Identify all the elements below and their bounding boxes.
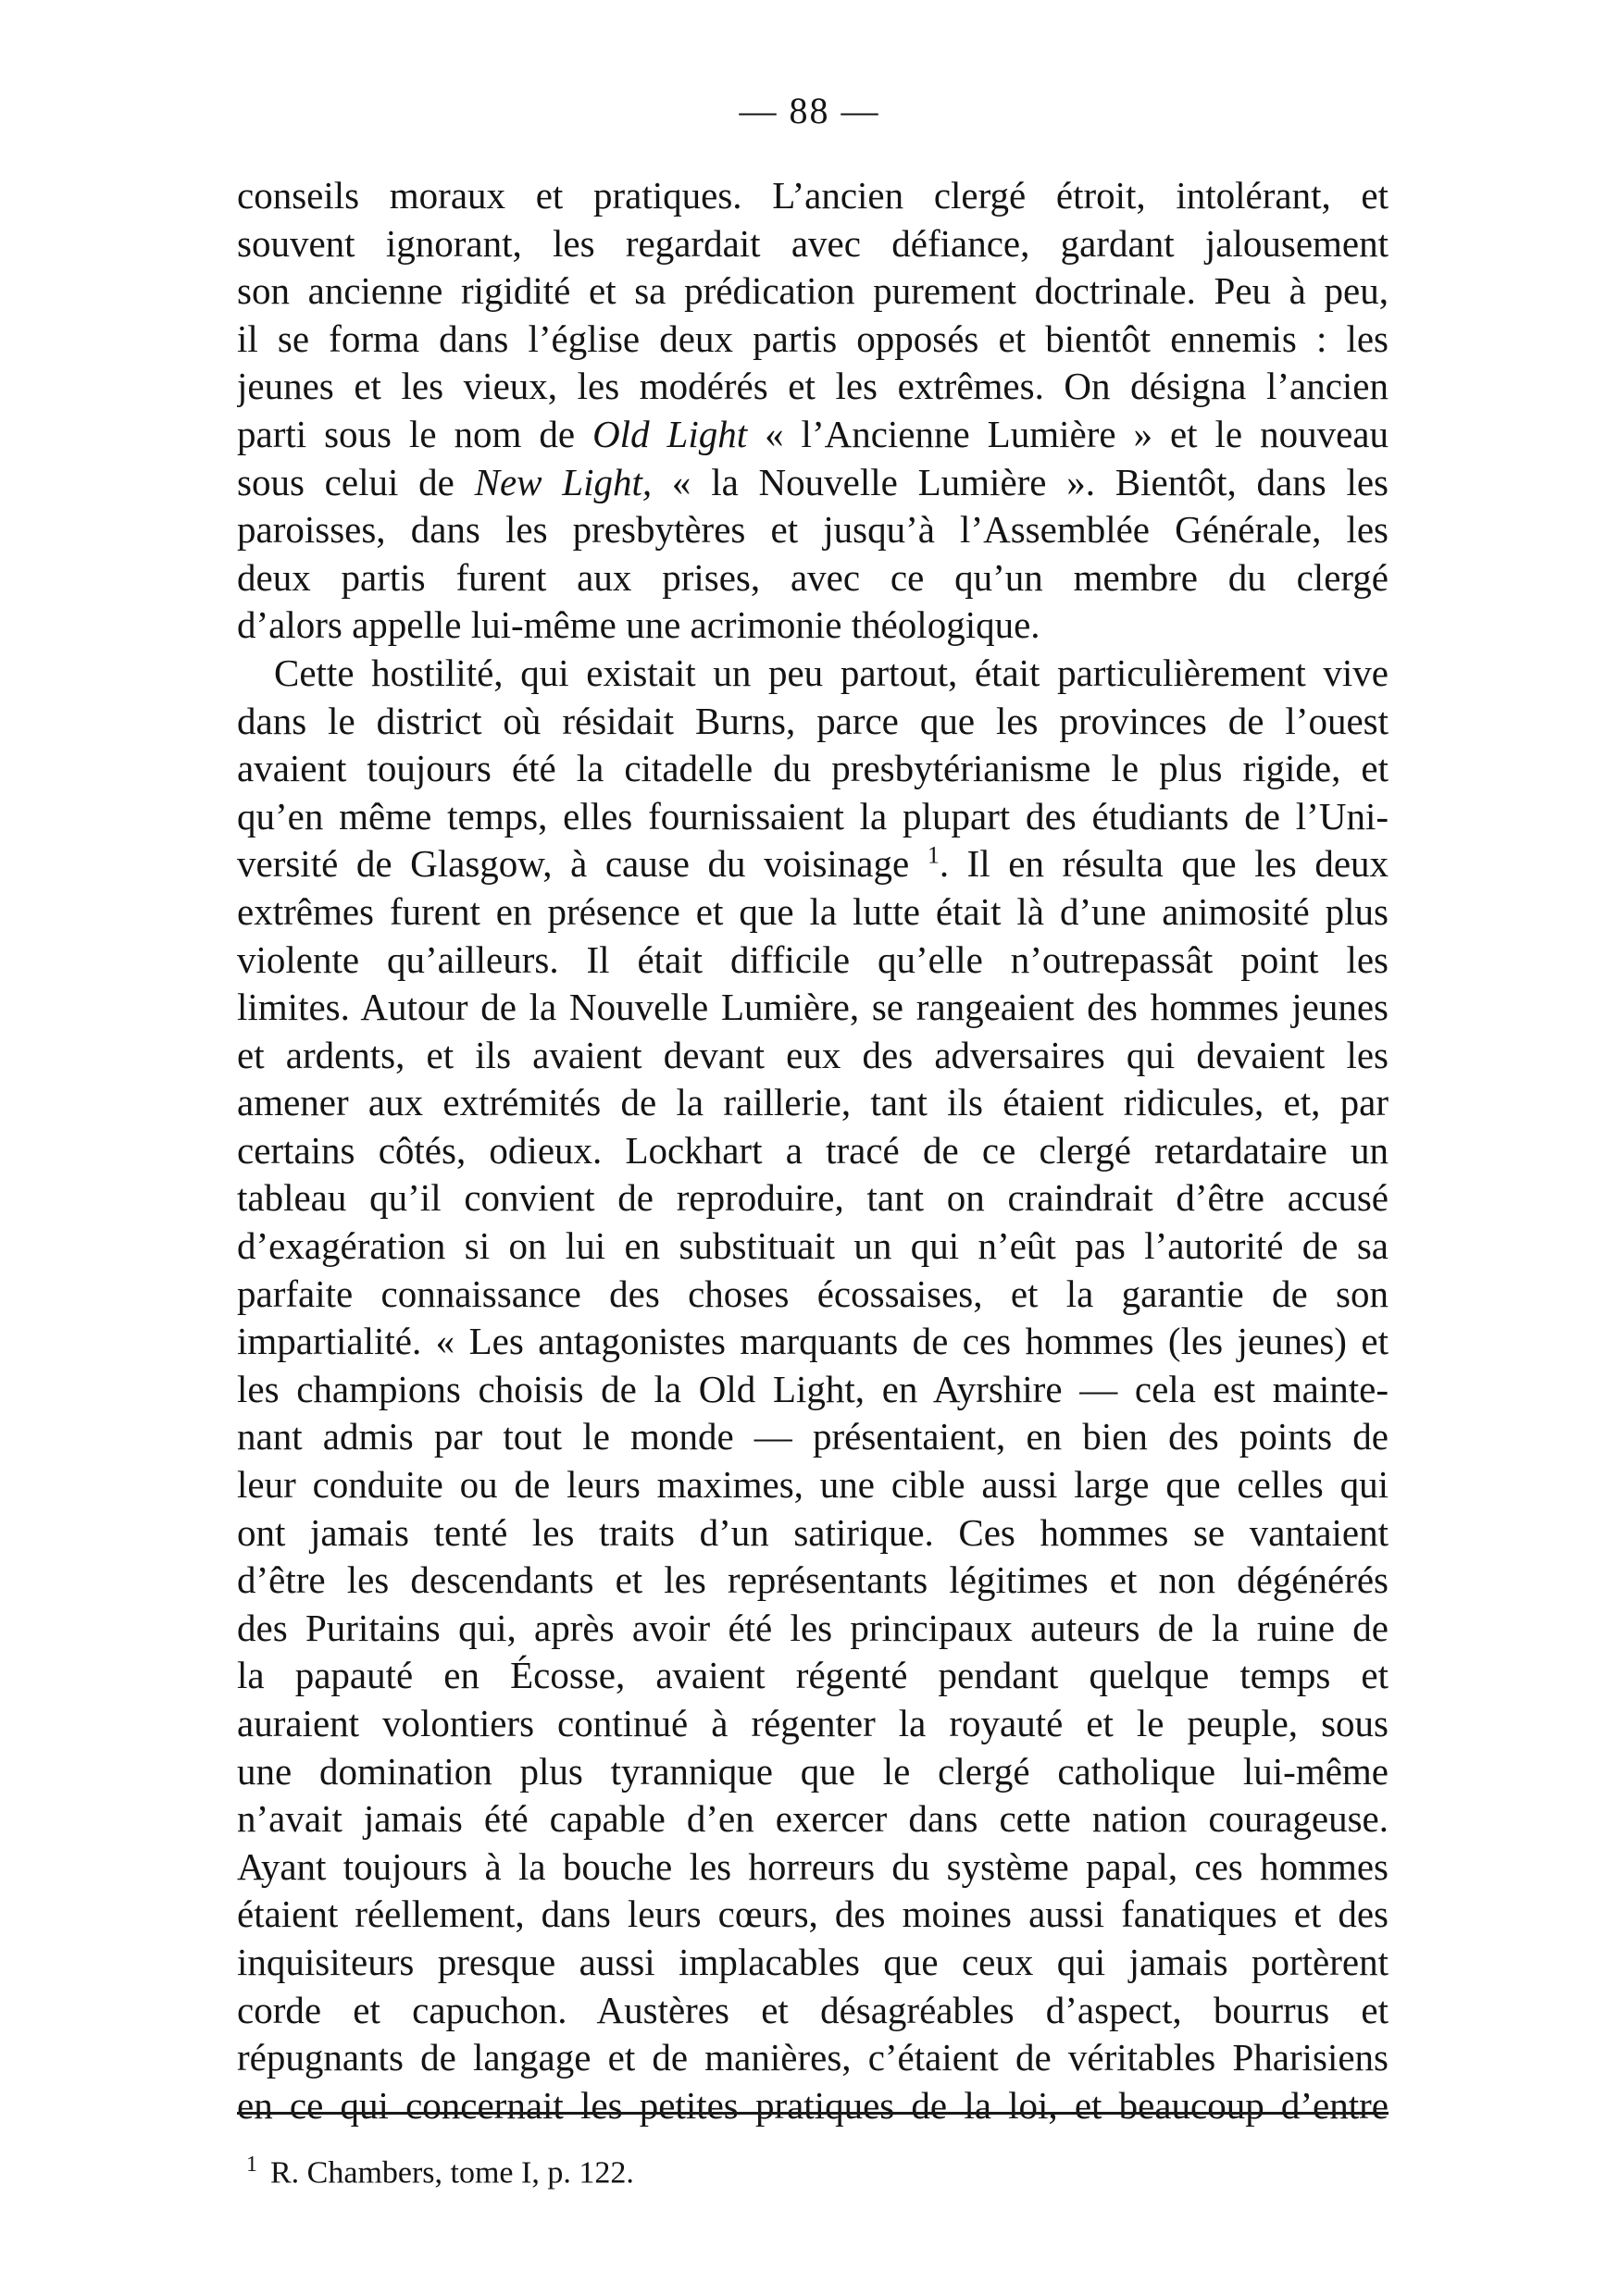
line-start: sous celui de — [237, 460, 455, 503]
text-line: d’alors appelle lui-même une acrimonie théologique. — [237, 603, 1040, 647]
text-line: extrêmes furent en présence et que la lutte était là d’une animosité plus — [237, 889, 1389, 933]
text-line: répugnants de langage et de manières, c’étaient de véritables Pharisiens — [237, 2036, 1389, 2079]
old-light-term: Old Light — [592, 412, 748, 455]
text-line: parfaite connaissance des choses écossaises, et la garantie de son — [237, 1272, 1389, 1315]
text-line: il se forma dans l’église deux partis opposés et bientôt ennemis : les — [237, 316, 1389, 360]
text-line: n’avait jamais été capable d’en exercer dans cette nation courageuse. — [237, 1797, 1389, 1841]
text-line: ont jamais tenté les traits d’un satirique. Ces hommes se vantaient — [237, 1510, 1389, 1554]
text-line: son ancienne rigidité et sa prédication purement doctrinale. Peu à peu, — [237, 269, 1389, 313]
text-line: jeunes et les vieux, les modérés et les extrêmes. On désigna l’ancien — [237, 365, 1389, 408]
text-line: étaient réellement, dans leurs cœurs, des moines aussi fanatiques et des — [237, 1893, 1389, 1936]
text-line: et ardents, et ils avaient devant eux des adversaires qui devaient les — [237, 1033, 1389, 1076]
text-line: corde et capuchon. Austères et désagréables d’aspect, bourrus et — [237, 1988, 1389, 2031]
footnote — [246, 2145, 1357, 2192]
text-line: conseils moraux et pratiques. L’ancien clergé étroit, intolérant, et — [237, 174, 1389, 217]
text-line: Ayant toujours à la bouche les horreurs du système papal, ces hommes — [237, 1844, 1389, 1888]
text-line: nant admis par tout le monde — présentaient, en bien des points de — [237, 1415, 1389, 1458]
text-line: Cette hostilité, qui existait un peu partout, était particulièrement vive — [274, 651, 1389, 694]
text-line: deux partis furent aux prises, avec ce qu’un membre du clergé — [237, 555, 1389, 599]
text-line: certains côtés, odieux. Lockhart a tracé de ce clergé retardataire un — [237, 1128, 1389, 1172]
text-line: auraient volontiers continué à régenter la royauté et le peuple, sous — [237, 1702, 1389, 1744]
paragraph-1 — [237, 172, 1389, 650]
text-line: violente qu’ailleurs. Il était difficile qu’elle n’outrepassât point les — [237, 937, 1389, 981]
line-end: « l’Ancienne Lumière » et le nouveau — [765, 412, 1389, 455]
text-line: d’exagération si on lui en substituait un qui n’eût pas l’autorité de sa — [237, 1224, 1389, 1268]
line-end: . Il en résulta que les deux — [939, 842, 1389, 886]
text-line: en ce qui concernait les petites pratiques de la loi, et beaucoup d’entre — [237, 2083, 1389, 2127]
text-line: des Puritains qui, après avoir été les principaux auteurs de la ruine de — [237, 1606, 1389, 1649]
text-line: limites. Autour de la Nouvelle Lumière, se rangeaient des hommes jeunes — [237, 986, 1389, 1029]
text-line: paroisses, dans les presbytères et jusqu’à l’Assemblée Générale, les — [237, 508, 1389, 552]
text-line: inquisiteurs presque aussi implacables que ceux qui jamais portèrent — [237, 1940, 1389, 1983]
line-start: parti sous le nom de — [237, 412, 576, 455]
page-number: — 88 — — [739, 90, 880, 131]
text-line — [237, 459, 1389, 507]
text-line: amener aux extrémités de la raillerie, tant ils étaient ridicules, et, par — [237, 1081, 1389, 1124]
text-line: tableau qu’il convient de reproduire, tant on craindrait d’être accusé — [237, 1176, 1389, 1220]
text-line: d’être les descendants et les représentants légitimes et non dégénérés — [237, 1558, 1389, 1602]
line-end: « la Nouvelle Lumière ». Bientôt, dans les — [671, 460, 1389, 503]
paragraph-2 — [237, 650, 1389, 2129]
body-text — [237, 172, 1389, 2129]
footnote-reference: 1 — [927, 841, 940, 869]
footnote-divider — [237, 2112, 1389, 2115]
line-start: versité de Glasgow, à cause du voisinage — [237, 842, 910, 886]
text-line: une domination plus tyrannique que le clergé catholique lui-même — [237, 1749, 1389, 1793]
new-light-term: New Light, — [474, 460, 653, 503]
text-line — [237, 411, 1389, 459]
footnote-marker: 1 — [246, 2153, 257, 2177]
text-line: leur conduite ou de leurs maximes, une cible aussi large que celles qui — [237, 1463, 1389, 1507]
text-line — [237, 840, 1389, 888]
text-line: avaient toujours été la citadelle du presbytérianisme le plus rigide, et — [237, 747, 1389, 790]
text-line: la papauté en Écosse, avaient régenté pendant quelque temps et — [237, 1654, 1389, 1697]
text-line: les champions choisis de la Old Light, en Ayrshire — cela est mainte- — [237, 1367, 1389, 1410]
footnote-text: R. Chambers, tome I, p. 122. — [270, 2155, 634, 2191]
text-line: dans le district où résidait Burns, parce que les provinces de l’ouest — [237, 699, 1389, 742]
text-line: qu’en même temps, elles fournissaient la plupart des étudiants de l’Uni- — [237, 794, 1389, 838]
text-line: impartialité. « Les antagonistes marquants de ces hommes (les jeunes) et — [237, 1320, 1389, 1363]
text-line: souvent ignorant, les regardait avec défiance, gardant jalousement — [237, 221, 1389, 265]
